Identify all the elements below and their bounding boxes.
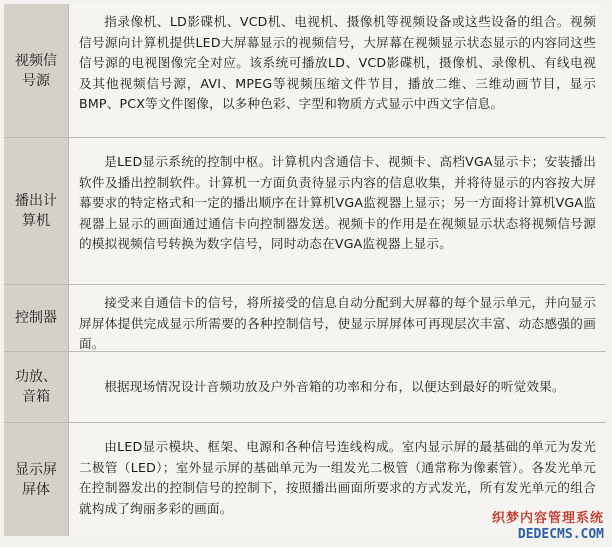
row-label: 显示屏屏体 [4,423,69,536]
watermark-cn: 织梦内容管理系统 [491,511,604,526]
row-label: 功放、音箱 [4,352,69,422]
row-label: 控制器 [4,285,69,351]
row-label: 视频信号源 [4,4,69,137]
table-row [4,138,606,285]
table-row [4,285,606,352]
row-content: 根据现场情况设计音频功放及户外音箱的功率和分布，以便达到最好的听觉效果。 [69,352,606,422]
row-content: 指录像机、LD影碟机、VCD机、电视机、摄像机等视频设备或这些设备的组合。视频信号源向计算机提供LED大屏幕显示的视频信号，大屏幕在视频显示状态显示的内容同这些信号源的电视图像完全对应。该系统可播放LD、VCD影碟机，摄像机、录像机、有线电视及其他视频信号源，AVI、MPEG等视频压缩文件节目，播放二维、三维动画节目，显示BMP、PCX等文件图像，以多种色彩、字型和物质方式显示中西文字信息。 [69,4,606,137]
info-table [4,4,606,536]
watermark-en: DEDECMS.COM [517,527,604,542]
site-watermark [492,511,604,543]
table-row [4,352,606,423]
row-content: 由LED显示模块、框架、电源和各种信号连线构成。室内显示屏的最基础的单元为发光二极管（LED）；室外显示屏的基础单元为一组发光二极管（通常称为像素管）。各发光单元在控制器发出的控制信号的控制下，按照播出画面所要求的方式发光，所有发光单元的组合就构成了绚丽多彩的画面。 [69,423,606,536]
row-content: 是LED显示系统的控制中枢。计算机内含通信卡、视频卡、高档VGA显示卡；安装播出软件及播出控制软件。计算机一方面负责待显示内容的信息收集，并将待显示的内容按大屏幕要求的特定格式和一定的播出顺序在计算机VGA监视器上显示；另一方面将计算机VGA监视器上显示的画面通过通信卡向控制器发送。视频卡的作用是在视频显示状态将视频信号源的模拟视频信号转换为数字信号，同时动态在VGA监视器上显示。 [69,138,606,284]
row-content: 接受来自通信卡的信号，将所接受的信息自动分配到大屏幕的每个显示单元，并向显示屏屏体提供完成显示所需要的各种控制信号，使显示屏屏体可再现层次丰富、动态感强的画面。 [69,285,606,351]
row-label: 播出计算机 [4,138,69,284]
table-row [4,4,606,138]
